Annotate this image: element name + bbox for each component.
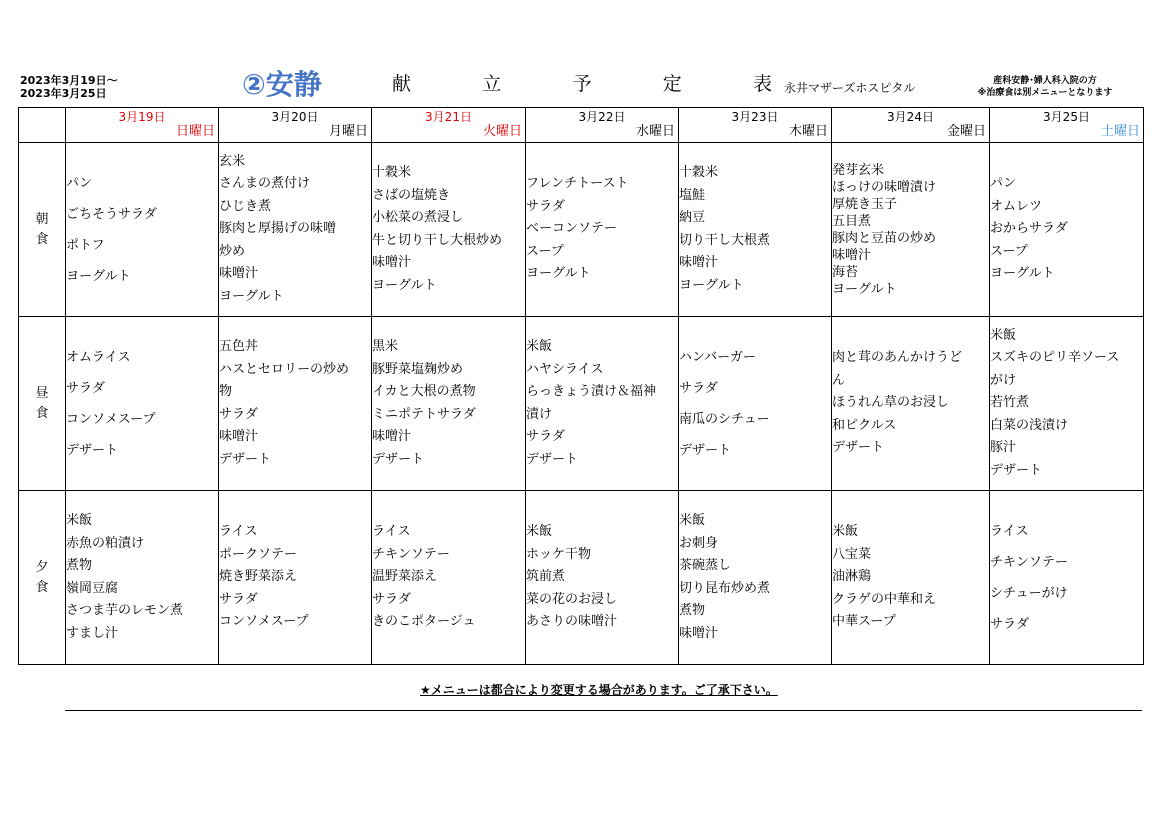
day-date: 3月23日: [731, 110, 779, 124]
menu-item: ライス: [372, 524, 411, 540]
menu-item: ごちそうサラダ: [66, 206, 157, 222]
hospital-name: 永井マザーズホスピタル: [784, 81, 916, 95]
menu-cell: [219, 143, 372, 317]
menu-item: 味噌汁: [372, 429, 412, 444]
menu-item: 米飯: [679, 513, 706, 528]
menu-item: デザート: [372, 451, 425, 467]
menu-item: 和ピクルス: [832, 417, 897, 433]
menu-item: ライス: [990, 523, 1029, 539]
day-date: 3月21日: [425, 110, 472, 124]
menu-item: サラダ: [990, 616, 1029, 632]
day-header: [526, 108, 679, 143]
date-to: 2023年3月25日: [20, 87, 107, 100]
lunch-row: [19, 317, 1144, 491]
menu-item: 物: [219, 384, 233, 399]
menu-item: スズキのピリ辛ソース: [990, 350, 1120, 366]
menu-item: 味噌汁: [372, 255, 412, 270]
menu-item: らっきょう漬け＆福神: [526, 384, 657, 399]
menu-item: 五色丼: [219, 339, 259, 354]
menu-cell: [679, 317, 832, 491]
menu-item: さばの塩焼き: [372, 187, 451, 203]
day-header: [832, 108, 990, 143]
menu-item: ヨーグルト: [219, 288, 284, 304]
menu-item: 塩鮭: [679, 187, 706, 203]
menu-item: クラゲの中華和え: [832, 591, 937, 607]
menu-item: シチューがけ: [990, 585, 1068, 601]
date-from: 2023年3月19日～: [20, 74, 118, 87]
menu-item: 味噌汁: [832, 247, 872, 263]
menu-item: あさりの味噌汁: [526, 614, 618, 630]
page-title: ②安静: [242, 68, 322, 101]
day-header: [990, 108, 1144, 143]
day-date: 3月24日: [887, 110, 934, 124]
menu-item: スープ: [526, 243, 564, 259]
menu-item: ヨーグルト: [990, 266, 1055, 282]
menu-item: 炒め: [219, 243, 246, 259]
menu-item: 味噌汁: [219, 266, 259, 282]
menu-item: 八宝菜: [832, 546, 872, 562]
menu-item: ハンバーガー: [679, 349, 756, 365]
corner-cell: [19, 108, 66, 143]
footer-divider: [65, 710, 1142, 711]
menu-cell: [526, 317, 679, 491]
menu-item: 豚野菜塩麹炒め: [372, 361, 464, 377]
menu-item: チキンソテー: [990, 554, 1068, 570]
menu-cell: [219, 317, 372, 491]
menu-item: 十穀米: [372, 165, 412, 180]
menu-item: 切り干し大根煮: [679, 232, 771, 248]
day-header: [372, 108, 526, 143]
menu-item: 黒米: [372, 339, 399, 354]
menu-cell: [219, 491, 372, 665]
menu-cell: [990, 143, 1144, 317]
day-weekday: 火曜日: [482, 124, 522, 139]
menu-cell: [832, 491, 990, 665]
menu-item: ほうれん草のお浸し: [832, 395, 950, 411]
menu-item: オムライス: [66, 349, 131, 365]
day-weekday: 土曜日: [1100, 124, 1140, 139]
menu-item: 厚焼き玉子: [832, 196, 898, 212]
day-date: 3月22日: [578, 110, 626, 124]
menu-item: 米飯: [526, 524, 553, 540]
menu-cell: [372, 143, 526, 317]
menu-item: お刺身: [679, 535, 719, 551]
heading-char: 予: [572, 73, 592, 95]
menu-item: ヨーグルト: [526, 266, 591, 282]
menu-item: 煮物: [679, 603, 706, 618]
day-weekday: 金曜日: [946, 124, 986, 139]
day-weekday: 月曜日: [328, 124, 368, 139]
menu-item: 発芽玄米: [832, 162, 885, 178]
menu-item: すまし汁: [66, 625, 119, 641]
day-header: [66, 108, 219, 143]
menu-item: ヨーグルト: [679, 277, 744, 293]
day-date: 3月25日: [1043, 110, 1090, 124]
menu-item: 味噌汁: [679, 255, 719, 270]
heading-char: 定: [662, 73, 682, 95]
meal-label: 昼 食: [19, 317, 66, 491]
menu-item: 味噌汁: [679, 625, 719, 641]
menu-item: サラダ: [372, 591, 411, 607]
menu-item: デザート: [219, 451, 272, 467]
menu-heading: [392, 72, 772, 96]
menu-item: ほっけの味噌漬け: [832, 179, 937, 195]
menu-item: 豚肉と豆苗の炒め: [832, 230, 937, 246]
note-line: 産科安静･婦人科入院の方: [993, 76, 1097, 86]
day-weekday: 木曜日: [788, 124, 828, 139]
menu-item: ライス: [219, 524, 258, 540]
menu-item: 米飯: [66, 513, 93, 528]
day-header: [219, 108, 372, 143]
note-line: ※治療食は別メニューとなります: [977, 88, 1113, 98]
menu-item: おからサラダ: [990, 221, 1068, 237]
menu-item: デザート: [990, 462, 1043, 478]
heading-char: 立: [482, 73, 502, 95]
menu-item: デザート: [66, 442, 119, 458]
menu-item: 十穀米: [679, 165, 719, 180]
menu-item: デザート: [832, 440, 885, 456]
day-header: [679, 108, 832, 143]
menu-cell: [372, 317, 526, 491]
menu-cell: [526, 143, 679, 317]
menu-item: ん: [832, 372, 846, 388]
meal-label: 朝 食: [19, 143, 66, 317]
menu-item: 嶺岡豆腐: [66, 580, 119, 596]
menu-item: 菜の花のお浸し: [526, 591, 618, 607]
menu-item: 米飯: [832, 524, 859, 540]
menu-item: デザート: [679, 442, 732, 458]
menu-cell: [832, 143, 990, 317]
menu-item: チキンソテー: [372, 546, 450, 562]
menu-item: 漬け: [526, 406, 553, 422]
menu-cell: [679, 143, 832, 317]
menu-item: 玄米: [219, 153, 246, 169]
menu-item: 筑前煮: [526, 569, 566, 585]
menu-item: ひじき煮: [219, 198, 272, 214]
menu-cell: [66, 317, 219, 491]
breakfast-row: [19, 143, 1144, 317]
menu-cell: [66, 491, 219, 665]
menu-item: 豚汁: [990, 440, 1017, 456]
menu-item: 小松菜の煮浸し: [372, 210, 464, 225]
menu-item: オムレツ: [990, 198, 1043, 214]
menu-item: コンソメスープ: [66, 411, 156, 427]
menu-item: パン: [990, 176, 1017, 192]
menu-item: ミニポテトサラダ: [372, 406, 476, 422]
menu-item: 米飯: [990, 327, 1017, 343]
menu-cell: [679, 491, 832, 665]
menu-item: ヨーグルト: [372, 277, 437, 293]
menu-item: ポトフ: [66, 237, 105, 253]
menu-item: がけ: [990, 372, 1017, 388]
menu-item: 海苔: [832, 264, 859, 280]
menu-item: イカと大根の煮物: [372, 384, 476, 399]
day-weekday: 水曜日: [635, 124, 675, 139]
day-date: 3月20日: [271, 110, 319, 124]
menu-cell: [990, 491, 1144, 665]
menu-item: サラダ: [219, 591, 258, 607]
menu-item: 納豆: [679, 210, 706, 225]
menu-item: 米飯: [526, 339, 553, 354]
menu-item: ヨーグルト: [832, 281, 897, 297]
menu-item: きのこポタージュ: [372, 614, 476, 630]
menu-item: 味噌汁: [219, 429, 259, 444]
menu-item: 油淋鶏: [832, 569, 872, 585]
menu-cell: [372, 491, 526, 665]
menu-item: 若竹煮: [990, 395, 1030, 411]
menu-item: コンソメスープ: [219, 614, 309, 630]
menu-item: スープ: [990, 243, 1028, 259]
menu-item: さつま芋のレモン煮: [66, 603, 184, 618]
menu-item: サラダ: [679, 380, 718, 396]
menu-item: ハヤシライス: [526, 361, 604, 377]
meal-label: 夕 食: [19, 491, 66, 665]
menu-item: 焼き野菜添え: [219, 569, 298, 585]
menu-item: パン: [66, 175, 93, 191]
menu-item: ハスとセロリーの炒め: [219, 361, 350, 377]
menu-item: 南瓜のシチュー: [679, 411, 770, 427]
footer-note: ★メニューは都合により変更する場合があります。ご了承下さい。: [420, 683, 778, 697]
menu-item: サラダ: [526, 429, 565, 444]
menu-cell: [66, 143, 219, 317]
header-note: [960, 75, 1130, 99]
menu-item: ポークソテー: [219, 546, 298, 562]
menu-item: ホッケ干物: [526, 546, 592, 562]
menu-item: ベーコンソテー: [526, 221, 618, 237]
menu-item: サラダ: [219, 406, 258, 422]
menu-item: 茶碗蒸し: [679, 558, 732, 573]
day-date: 3月19日: [118, 110, 166, 124]
menu-cell: [526, 491, 679, 665]
menu-item: 煮物: [66, 558, 93, 573]
menu-item: サラダ: [526, 198, 565, 214]
day-header-row: [19, 108, 1144, 143]
menu-item: 五目煮: [832, 213, 872, 229]
menu-item: サラダ: [66, 380, 105, 396]
menu-item: さんまの煮付け: [219, 176, 311, 192]
menu-item: 豚肉と厚揚げの味噌: [219, 221, 337, 237]
heading-char: 表: [752, 73, 772, 95]
menu-item: 中華スープ: [832, 614, 896, 630]
heading-char: 献: [392, 73, 412, 95]
day-weekday: 日曜日: [175, 124, 215, 139]
menu-item: フレンチトースト: [526, 176, 629, 192]
menu-item: ヨーグルト: [66, 268, 131, 284]
date-range: [20, 74, 118, 100]
menu-cell: [832, 317, 990, 491]
menu-item: 牛と切り干し大根炒め: [372, 232, 503, 248]
menu-item: 白菜の浅漬け: [990, 417, 1069, 433]
menu-item: 肉と茸のあんかけうど: [832, 350, 963, 366]
menu-item: デザート: [526, 451, 579, 467]
menu-cell: [990, 317, 1144, 491]
menu-table: [18, 107, 1144, 665]
menu-item: 温野菜添え: [372, 569, 438, 585]
menu-item: 切り昆布炒め煮: [679, 580, 771, 596]
dinner-row: [19, 491, 1144, 665]
menu-item: 赤魚の粕漬け: [66, 535, 145, 551]
